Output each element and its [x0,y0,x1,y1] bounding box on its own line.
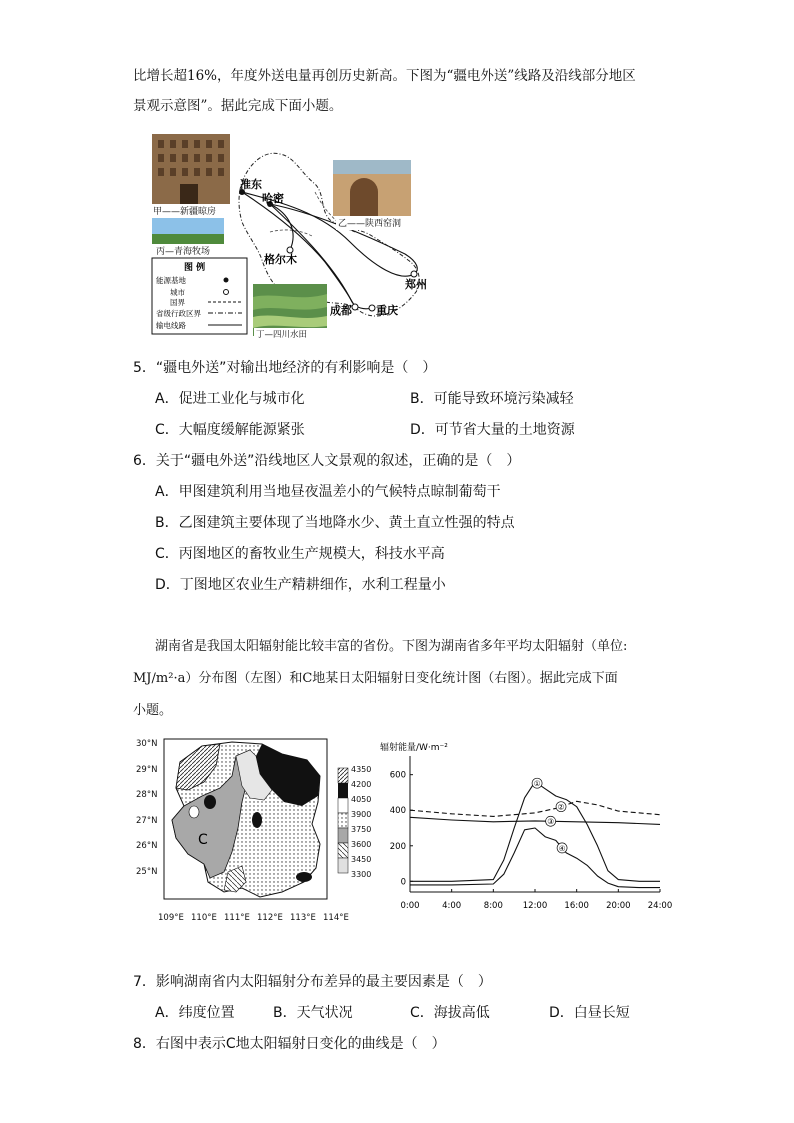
photo-bing [152,218,224,244]
scale-4350: 4350 [351,765,372,774]
lon-label-111: 111°E [224,913,250,923]
q5-option-d[interactable]: D．可节省大量的土地资源 [410,422,575,438]
photo-jia-caption: 甲——新疆晾房 [153,207,217,217]
intro-line-2: 景观示意图”。据此完成下面小题。 [133,98,343,114]
question-5-stem: 5．“疆电外送”对输出地经济的有利影响是（ ） [133,360,437,376]
q7-option-d[interactable]: D．白昼长短 [549,1005,630,1021]
chart-series-label: ① [533,779,541,789]
q6-option-c[interactable]: C．丙图地区的畜牧业生产规模大，科技水平高 [155,546,445,562]
scale-4050: 4050 [351,795,372,804]
question-7-stem: 7．影响湖南省内太阳辐射分布差异的最主要因素是（ ） [133,974,492,990]
chart-series-label: ④ [558,843,566,853]
lat-label-30: 30°N [136,739,158,749]
label-chengdu: 成都 [330,304,352,317]
intro2-line-1: 湖南省是我国太阳辐射能比较丰富的省份。下图为湖南省多年平均太阳辐射（单位: [155,639,628,654]
intro2-line-2: MJ/m²·a）分布图（左图）和C地某日太阳辐射日变化统计图（右图）。据此完成下面 [133,671,618,686]
photo-yi [333,160,411,216]
label-zhengzhou: 郑州 [405,278,427,291]
photo-bing-caption: 丙—青海牧场 [156,247,211,257]
chart-x-tick-label: 16:00 [564,901,589,911]
lat-label-29: 29°N [136,765,158,775]
chart-series-line [410,828,660,888]
chart-x-tick-label: 0:00 [400,901,420,911]
legend-title: 图 例 [184,263,206,273]
lat-label-28: 28°N [136,790,158,800]
q7-option-a[interactable]: A．纬度位置 [155,1005,235,1021]
scale-3900: 3900 [351,810,372,819]
legend-item-province: 省级行政区界 [156,309,201,318]
intro-line-1: 比增长超16%，年度外送电量再创历史新高。下图为“疆电外送”线路及沿线部分地区 [133,68,636,84]
chengdu-point [352,304,358,310]
chart-ylabel: 辐射能量/W·m⁻² [380,743,448,753]
scale-3750: 3750 [351,825,372,834]
chart-series-label: ② [557,802,565,812]
photo-yi-caption: 乙——陕西窑洞 [338,219,402,229]
chongqing-point [369,305,375,311]
q5-option-c[interactable]: C．大幅度缓解能源紧张 [155,422,305,438]
lat-label-25: 25°N [136,867,158,877]
chart-y-tick-label: 600 [389,770,406,781]
hunan-radiation-map [132,732,380,927]
legend-item-city: 城市 [170,288,185,297]
radiation-scale [338,768,348,873]
chart-x-tick-label: 20:00 [606,901,631,911]
label-hami: 哈密 [262,192,284,205]
q5-option-b[interactable]: B．可能导致环境污染减轻 [410,391,574,407]
scale-3450: 3450 [351,855,372,864]
chart-x-tick-label: 4:00 [442,901,462,911]
photo-ding-caption: 丁—四川水田 [256,330,308,340]
chart-series-line [410,801,660,816]
chart-x-tick-label: 8:00 [483,901,503,911]
map-legend [152,258,247,334]
chart-x-tick-label: 24:00 [647,901,673,911]
legend-item-border: 国界 [170,298,185,307]
chart-x-tick-label: 12:00 [522,901,548,911]
scale-4200: 4200 [351,780,372,789]
chart-series-label: ③ [547,817,554,827]
lat-label-27: 27°N [136,816,158,826]
q6-option-d[interactable]: D．丁图地区农业生产精耕细作，水利工程量小 [155,577,446,593]
label-chongqing: 重庆 [376,304,398,317]
lon-label-110: 110°E [191,913,217,923]
question-6-stem: 6．关于“疆电外送”沿线地区人文景观的叙述，正确的是（ ） [133,453,521,469]
radiation-daily-chart [378,736,678,916]
point-c-label: C [198,832,208,848]
label-geermu: 格尔木 [264,253,297,266]
intro2-line-3: 小题。 [133,703,173,718]
lat-label-26: 26°N [136,841,158,851]
chart-series-line [410,782,660,882]
q7-option-b[interactable]: B．天气状况 [273,1005,353,1021]
chart-y-tick-label: 200 [389,841,406,852]
zhengzhou-point [411,271,417,277]
photo-jia [152,134,230,204]
power-transmission-map [150,132,450,342]
chart-series-line [410,817,660,827]
chart-y-tick-label: 400 [389,806,406,817]
chart-y-tick-label: 0 [400,877,406,888]
label-zhundong: 准东 [240,178,262,191]
q6-option-b[interactable]: B．乙图建筑主要体现了当地降水少、黄土直立性强的特点 [155,515,515,531]
legend-item-line: 输电线路 [156,321,186,330]
lon-label-112: 112°E [257,913,283,923]
lon-label-114: 114°E [323,913,349,923]
q5-option-a[interactable]: A．促进工业化与城市化 [155,391,305,407]
q7-option-c[interactable]: C．海拔高低 [410,1005,490,1021]
lon-label-109: 109°E [158,913,184,923]
legend-item-energy: 能源基地 [156,276,186,285]
question-8-stem: 8．右图中表示C地太阳辐射日变化的曲线是（ ） [133,1036,446,1052]
q6-option-a[interactable]: A．甲图建筑利用当地昼夜温差小的气候特点晾制葡萄干 [155,484,501,500]
lon-label-113: 113°E [290,913,316,923]
scale-3300: 3300 [351,870,372,879]
scale-3600: 3600 [351,840,372,849]
